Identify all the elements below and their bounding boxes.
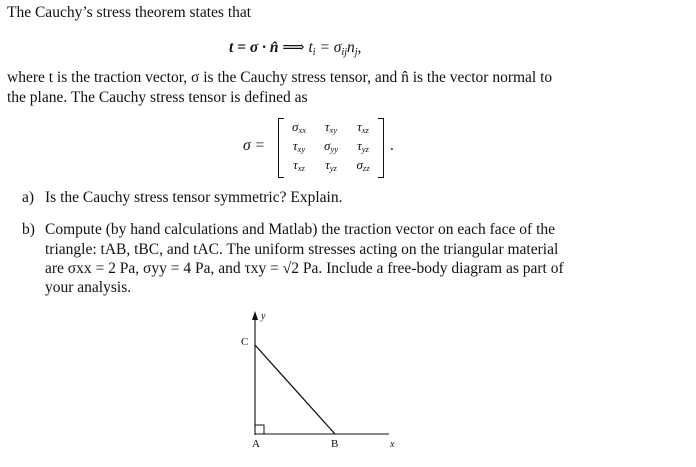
cauchy-equation xyxy=(229,38,361,63)
matrix-period: . xyxy=(390,137,394,154)
matrix-cell: σxx xyxy=(292,119,306,135)
equation-rhs-sigma: = σ xyxy=(315,39,342,56)
triangle-hypotenuse xyxy=(255,345,335,434)
right-angle-marker xyxy=(255,425,264,434)
implies-arrow: ⟹ xyxy=(282,39,305,56)
matrix-cell: τxz xyxy=(357,119,369,135)
matrix-cell: τxy xyxy=(324,119,338,135)
equation-rhs-j: j xyxy=(354,47,358,58)
point-a-label: A xyxy=(252,438,260,450)
y-axis-arrow xyxy=(252,311,258,320)
matrix-cell: τxy xyxy=(292,138,306,154)
matrix-cell: σyy xyxy=(324,138,338,154)
point-c-label: C xyxy=(241,336,249,348)
item-a-text: Is the Cauchy stress tensor symmetric? Explain. xyxy=(45,189,343,206)
stress-matrix xyxy=(278,118,384,176)
equation-rhs-n: n xyxy=(347,39,355,56)
x-axis-label: x xyxy=(390,439,395,450)
triangle-diagram xyxy=(225,305,405,455)
matrix-cell: τxz xyxy=(293,157,305,173)
item-b-line-4: your analysis. xyxy=(45,279,132,296)
equation-rhs-t: t xyxy=(308,39,313,56)
item-b-line-2: triangle: tAB, tBC, and tAC. The uniform stresses acting on the triangular material xyxy=(45,241,559,258)
matrix-lhs: σ = xyxy=(243,137,265,154)
equation-lhs: t = σ · n̂ xyxy=(229,39,279,56)
point-b-label: B xyxy=(331,438,339,450)
matrix-cell: σzz xyxy=(356,157,370,173)
item-b-line-3: are σxx = 2 Pa, σyy = 4 Pa, and τxy = √2 Pa. Include a free-body diagram as part of xyxy=(45,260,564,277)
matrix-cell: τyz xyxy=(325,157,337,173)
equation-rhs-i: i xyxy=(312,47,316,58)
item-b-line-1: Compute (by hand calculations and Matlab) the traction vector on each face of the xyxy=(45,221,556,238)
where-line-1: where t is the traction vector, σ is the Cauchy stress tensor, and n̂ is the vector normal to xyxy=(7,69,553,86)
y-axis-label: y xyxy=(261,311,266,322)
matrix-cell: τyz xyxy=(357,138,369,154)
equation-rhs-ij: ij xyxy=(341,47,347,58)
item-b-label: b) xyxy=(22,221,35,238)
item-a-label: a) xyxy=(22,189,35,206)
where-line-2: the plane. The Cauchy stress tensor is defined as xyxy=(7,89,308,106)
intro-text: The Cauchy’s stress theorem states that xyxy=(7,4,252,21)
equation-comma: , xyxy=(357,39,362,56)
